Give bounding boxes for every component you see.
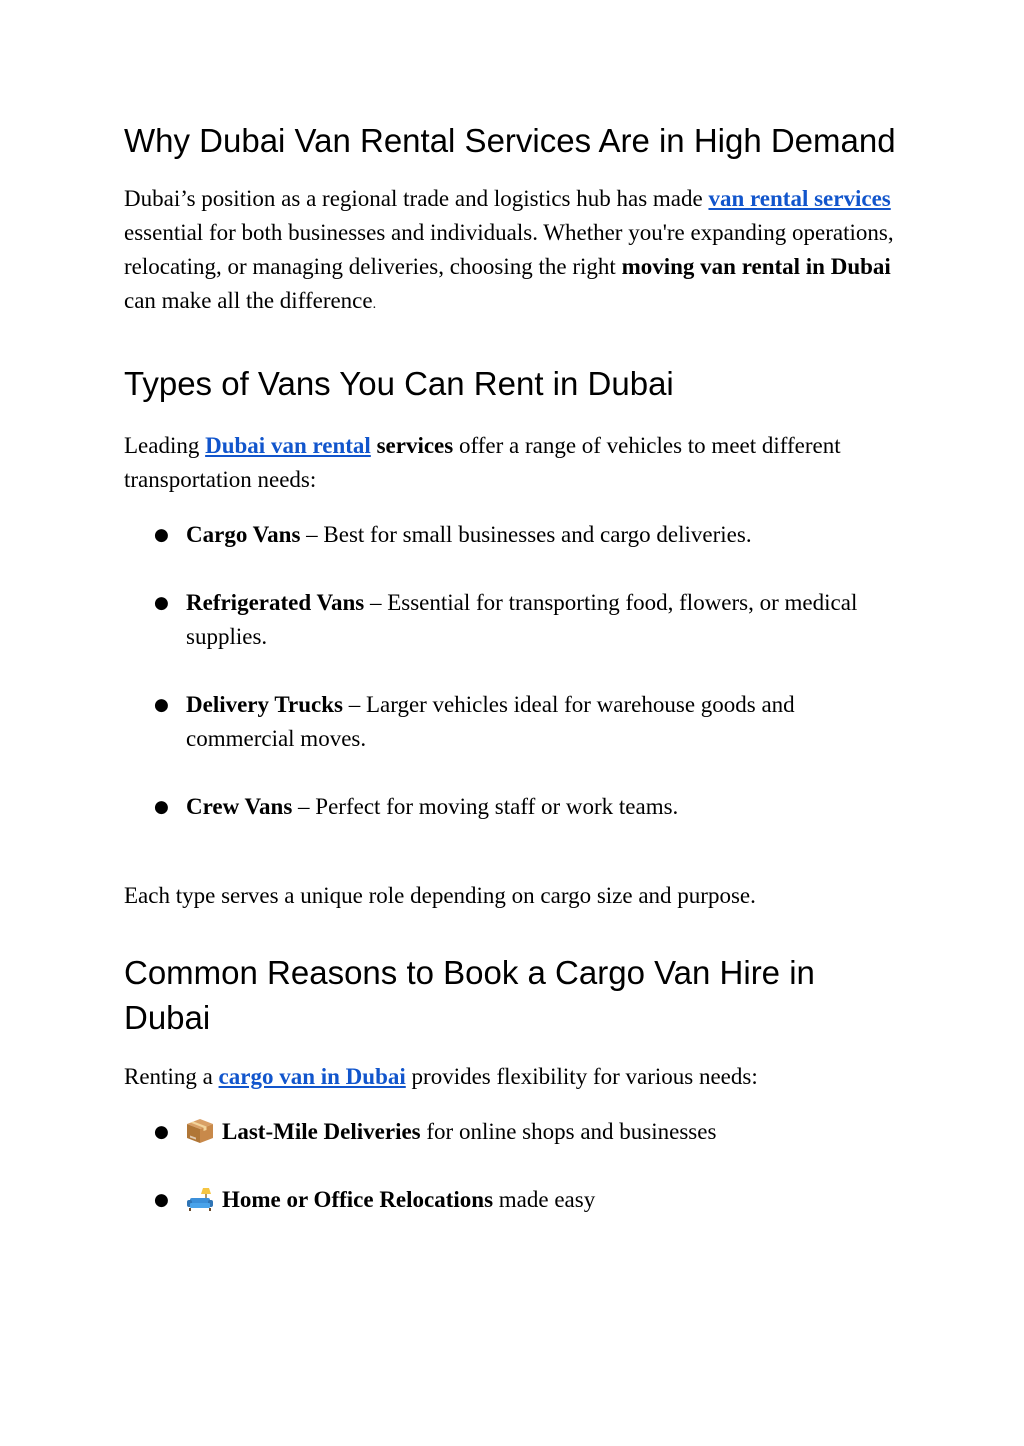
text-span: provides flexibility for various needs: — [405, 1064, 758, 1089]
paragraph-high-demand — [124, 182, 904, 322]
bold-services: services — [370, 433, 454, 458]
van-types-list — [124, 518, 904, 824]
list-item — [124, 586, 904, 654]
reasons-list — [124, 1115, 904, 1217]
list-item-desc: – Best for small businesses and cargo deliveries. — [300, 522, 752, 547]
text-span: Renting a — [124, 1064, 219, 1089]
list-item — [124, 1115, 904, 1149]
bullet-icon: ● — [154, 1190, 169, 1210]
text-span: offer a range of vehicles to meet different transportation needs: — [124, 433, 841, 492]
list-item-desc: made easy — [493, 1187, 596, 1212]
list-item-title: Refrigerated Vans — [186, 590, 365, 615]
list-item-desc: – Perfect for moving staff or work teams. — [292, 794, 679, 819]
bold-moving-van-rental: moving van rental in Dubai — [621, 254, 891, 279]
bullet-icon: ● — [154, 1122, 169, 1142]
section-heading-common-reasons: Common Reasons to Book a Cargo Van Hire in Dubai — [124, 954, 815, 1036]
paragraph-reasons-intro — [124, 1060, 904, 1094]
list-item-title: Home or Office Relocations — [222, 1187, 494, 1212]
period-mark: . — [372, 297, 377, 312]
text-span: Leading — [124, 433, 206, 458]
couch-lamp-icon — [186, 1186, 214, 1212]
list-item-desc: – Larger vehicles ideal for warehouse goods and commercial moves. — [186, 692, 795, 751]
list-item-desc: – Essential for transporting food, flowers, or medical supplies. — [186, 590, 858, 649]
list-item — [124, 688, 904, 756]
paragraph-types-closing: Each type serves a unique role depending on cargo size and purpose. — [124, 883, 756, 908]
list-item-desc: for online shops and businesses — [420, 1119, 717, 1144]
text-span: essential for both businesses and individuals. Whether you're expanding operations, relocating, or managing deliveries, choosing the right — [124, 220, 894, 279]
link-dubai-van-rental[interactable]: Dubai van rental — [205, 433, 371, 458]
list-item — [124, 1183, 904, 1217]
list-item-title: Crew Vans — [186, 794, 293, 819]
link-cargo-van-in-dubai[interactable]: cargo van in Dubai — [218, 1064, 406, 1089]
text-span: can make all the difference — [124, 288, 373, 313]
section-heading-types-of-vans: Types of Vans You Can Rent in Dubai — [124, 365, 674, 402]
bullet-icon: ● — [154, 695, 169, 715]
list-item-title: Delivery Trucks — [186, 692, 343, 717]
package-icon — [186, 1118, 214, 1144]
bullet-icon: ● — [154, 593, 169, 613]
link-van-rental-services[interactable]: van rental services — [708, 186, 891, 211]
list-item-title: Cargo Vans — [186, 522, 301, 547]
text-span: Dubai’s position as a regional trade and logistics hub has made — [124, 186, 709, 211]
section-heading-high-demand: Why Dubai Van Rental Services Are in High Demand — [124, 122, 896, 159]
list-item-title: Last-Mile Deliveries — [222, 1119, 421, 1144]
paragraph-types-intro — [124, 429, 904, 497]
bullet-icon: ● — [154, 525, 169, 545]
list-item — [124, 518, 904, 552]
list-item — [124, 790, 904, 824]
bullet-icon: ● — [154, 797, 169, 817]
